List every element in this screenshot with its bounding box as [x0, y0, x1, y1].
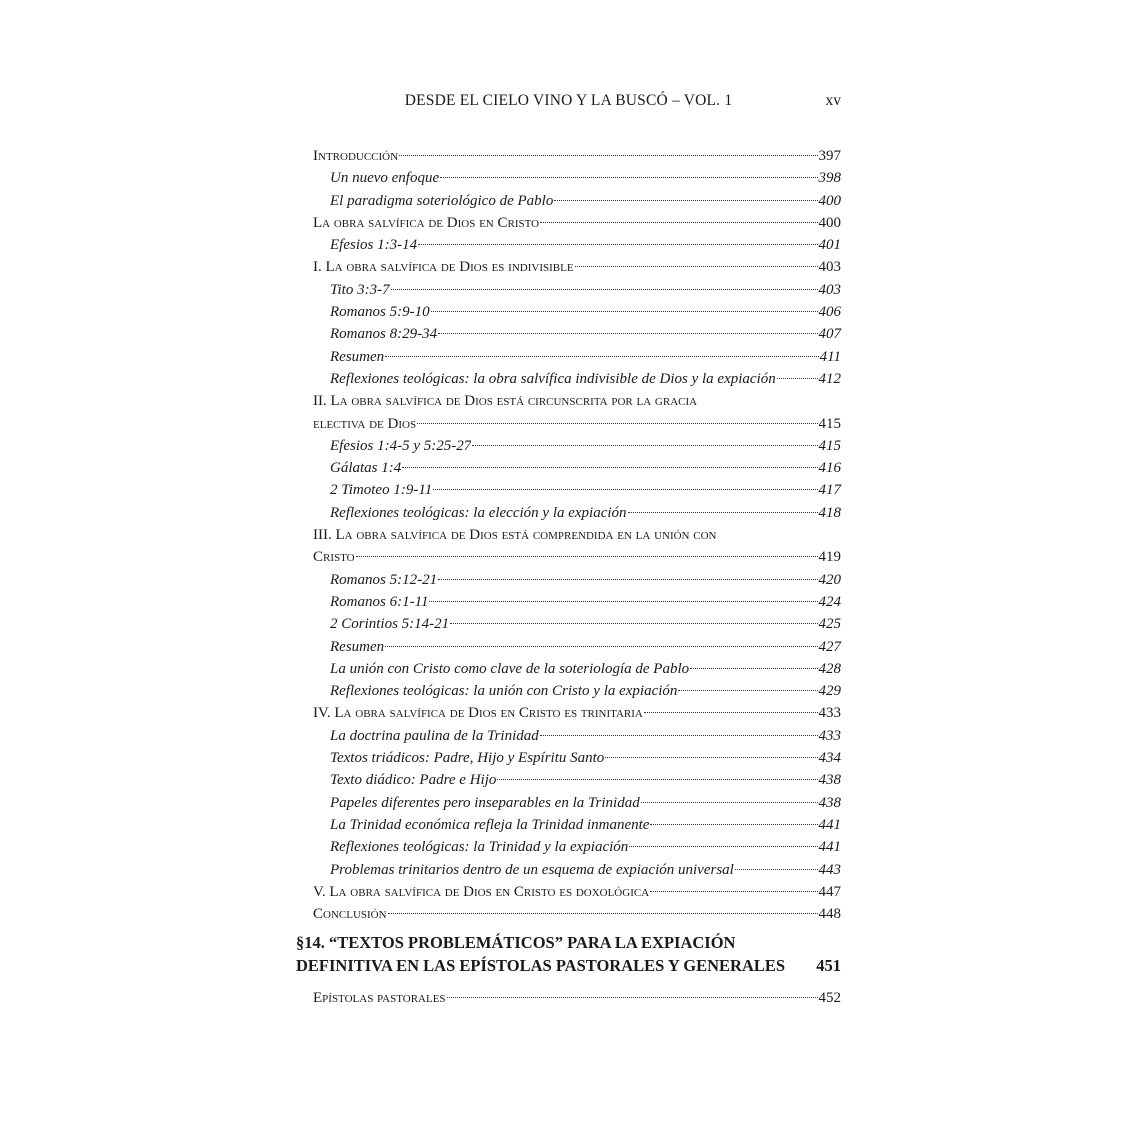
toc-entry-page: 438	[818, 794, 841, 811]
dot-leader	[641, 802, 818, 803]
toc-entry-label: La obra salvífica de Dios en Cristo	[313, 214, 540, 231]
toc-entry-page: 443	[818, 861, 841, 878]
toc-entry-label: V. La obra salvífica de Dios en Cristo es doxológica	[313, 883, 650, 900]
dot-leader	[417, 423, 817, 424]
toc-entry-page: 415	[818, 437, 841, 454]
table-of-contents-continued	[313, 987, 841, 1009]
dot-leader	[402, 467, 817, 468]
toc-entry-page: 398	[818, 170, 841, 187]
dot-leader	[399, 155, 817, 156]
toc-entry	[313, 987, 841, 1009]
toc-entry-label: Reflexiones teológicas: la unión con Cristo y la expiación	[330, 683, 678, 700]
toc-subentry	[313, 323, 841, 345]
dot-leader	[418, 244, 817, 245]
toc-entry-page: 448	[818, 906, 841, 923]
toc-entry-page: 397	[818, 148, 841, 164]
toc-subentry	[313, 658, 841, 680]
dot-leader	[447, 997, 818, 998]
toc-entry-label: Reflexiones teológicas: la obra salvífica indivisible de Dios y la expiación	[330, 370, 776, 387]
dot-leader	[385, 646, 817, 647]
toc-entry-label: Textos triádicos: Padre, Hijo y Espíritu Santo	[330, 750, 605, 767]
dot-leader	[650, 824, 817, 825]
dot-leader	[629, 846, 817, 847]
running-head	[296, 90, 841, 116]
table-of-contents	[313, 145, 841, 925]
dot-leader	[438, 333, 817, 334]
toc-subentry	[313, 613, 841, 635]
dot-leader	[356, 556, 818, 557]
dot-leader	[440, 177, 817, 178]
toc-entry-label: Cristo	[313, 549, 355, 566]
toc-entry-label: El paradigma soteriológico de Pablo	[330, 192, 554, 209]
toc-entry-page: 403	[818, 259, 841, 276]
dot-leader	[650, 891, 817, 892]
toc-subentry	[313, 569, 841, 591]
toc-entry-label: electiva de Dios	[313, 415, 417, 432]
toc-entry-label: Romanos 5:12-21	[330, 571, 438, 588]
toc-entry-page: 433	[818, 705, 841, 722]
toc-entry-label: 2 Timoteo 1:9-11	[330, 482, 433, 499]
toc-subentry	[313, 502, 841, 524]
toc-entry	[313, 903, 841, 925]
toc-entry-page: 400	[818, 192, 841, 209]
toc-entry-page: 438	[818, 772, 841, 789]
toc-entry-page: 441	[818, 839, 841, 856]
toc-subentry	[313, 346, 841, 368]
toc-subentry	[313, 479, 841, 501]
toc-entry-page: 428	[818, 660, 841, 677]
dot-leader	[554, 200, 817, 201]
toc-entry-label: Un nuevo enfoque	[330, 170, 440, 187]
toc-entry-page: 447	[818, 883, 841, 900]
page-number: xv	[825, 92, 841, 109]
dot-leader	[433, 489, 817, 490]
dot-leader	[540, 735, 818, 736]
toc-entry-page: 403	[818, 281, 841, 298]
dot-leader	[690, 668, 817, 669]
toc-subentry	[313, 725, 841, 747]
toc-subentry	[313, 747, 841, 769]
toc-entry-label: II. La obra salvífica de Dios está circunscrita por la gracia	[313, 393, 698, 410]
toc-entry-label: Reflexiones teológicas: la Trinidad y la expiación	[330, 839, 629, 856]
dot-leader	[431, 311, 818, 312]
section-title-line-2-row	[296, 954, 841, 977]
toc-subentry	[313, 859, 841, 881]
dot-leader	[678, 690, 817, 691]
toc-subentry	[313, 636, 841, 658]
toc-entry-page: 433	[818, 727, 841, 744]
toc-entry-page: 425	[818, 616, 841, 633]
toc-subentry	[313, 167, 841, 189]
toc-entry-page: 416	[818, 460, 841, 477]
toc-entry-label: Romanos 8:29-34	[330, 326, 438, 343]
dot-leader	[605, 757, 817, 758]
dot-leader	[777, 378, 818, 379]
section-page: 451	[816, 956, 841, 975]
toc-entry-page: 407	[818, 326, 841, 343]
toc-subentry	[313, 368, 841, 390]
dot-leader	[429, 601, 817, 602]
toc-entry-label: Romanos 5:9-10	[330, 304, 430, 321]
toc-entry-label: Resumen	[330, 638, 385, 655]
toc-entry-page: 420	[818, 571, 841, 588]
dot-leader	[388, 913, 818, 914]
dot-leader	[385, 356, 818, 357]
book-title: DESDE EL CIELO VINO Y LA BUSCÓ – VOL. 1	[404, 92, 733, 109]
toc-entry-label: Conclusión	[313, 906, 387, 923]
toc-subentry	[313, 792, 841, 814]
toc-entry-label: Romanos 6:1-11	[330, 593, 429, 610]
toc-entry-label: La doctrina paulina de la Trinidad	[330, 727, 539, 744]
toc-entry-page: 441	[818, 816, 841, 833]
toc-entry-page: 419	[818, 549, 841, 566]
toc-entry-page: 429	[818, 683, 841, 700]
toc-entry	[313, 546, 841, 568]
toc-entry-label: Efesios 1:3-14	[330, 237, 418, 254]
toc-entry-page: 424	[818, 593, 841, 610]
toc-entry-page: 401	[818, 237, 841, 254]
toc-entry-label: Resumen	[330, 348, 385, 365]
dot-leader	[438, 579, 817, 580]
toc-subentry	[313, 457, 841, 479]
toc-subentry	[313, 814, 841, 836]
toc-entry-label: Gálatas 1:4	[330, 460, 402, 477]
toc-entry-label: La Trinidad económica refleja la Trinidad inmanente	[330, 816, 650, 833]
toc-entry-label: Tito 3:3-7	[330, 281, 390, 298]
toc-subentry	[313, 301, 841, 323]
toc-entry-page: 406	[818, 304, 841, 321]
toc-subentry	[313, 836, 841, 858]
toc-entry-page: 412	[818, 370, 841, 387]
toc-entry-label: Introducción	[313, 148, 399, 164]
toc-entry-label: Papeles diferentes pero inseparables en la Trinidad	[330, 794, 640, 811]
toc-entry	[313, 145, 841, 167]
toc-entry-page: 411	[819, 348, 841, 365]
toc-subentry	[313, 234, 841, 256]
section-title-line-2: DEFINITIVA EN LAS EPÍSTOLAS PASTORALES Y GENERALES	[296, 956, 786, 975]
toc-entry-label: Efesios 1:4-5 y 5:25-27	[330, 437, 472, 454]
dot-leader	[628, 512, 818, 513]
section-heading	[296, 931, 841, 977]
toc-entry-page: 434	[818, 750, 841, 767]
toc-entry-label: 2 Corintios 5:14-21	[330, 616, 450, 633]
dot-leader	[391, 289, 818, 290]
dot-leader	[575, 266, 818, 267]
toc-entry-label: Epístolas pastorales	[313, 990, 446, 1006]
toc-entry-page: 418	[818, 504, 841, 521]
toc-entry-label: III. La obra salvífica de Dios está comprendida en la unión con	[313, 527, 717, 544]
toc-subentry	[313, 680, 841, 702]
toc-entry-label: IV. La obra salvífica de Dios en Cristo es trinitaria	[313, 705, 643, 722]
toc-entry-page: 452	[818, 990, 841, 1006]
section-title-line-1: §14. “TEXTOS PROBLEMÁTICOS” PARA LA EXPIACIÓN	[296, 933, 736, 952]
toc-entry-page: 415	[818, 415, 841, 432]
toc-entry	[313, 702, 841, 724]
toc-subentry	[313, 769, 841, 791]
toc-subentry	[313, 435, 841, 457]
dot-leader	[735, 869, 818, 870]
dot-leader	[472, 445, 817, 446]
toc-entry-page: 427	[818, 638, 841, 655]
toc-subentry	[313, 190, 841, 212]
dot-leader	[497, 779, 817, 780]
dot-leader	[450, 623, 817, 624]
toc-entry-label: I. La obra salvífica de Dios es indivisible	[313, 259, 574, 276]
toc-entry	[313, 413, 841, 435]
toc-entry	[313, 212, 841, 234]
toc-subentry	[313, 279, 841, 301]
toc-entry-label: La unión con Cristo como clave de la soteriología de Pablo	[330, 660, 690, 677]
toc-entry-page: 400	[818, 214, 841, 231]
toc-entry-label: Problemas trinitarios dentro de un esquema de expiación universal	[330, 861, 734, 878]
toc-entry-label: Texto diádico: Padre e Hijo	[330, 772, 497, 789]
toc-entry-label: Reflexiones teológicas: la elección y la expiación	[330, 504, 627, 521]
toc-entry	[313, 256, 841, 278]
dot-leader	[540, 222, 817, 223]
toc-entry-page: 417	[818, 482, 841, 499]
dot-leader	[644, 712, 818, 713]
toc-subentry	[313, 591, 841, 613]
toc-entry	[313, 390, 841, 412]
toc-entry	[313, 524, 841, 546]
toc-entry	[313, 881, 841, 903]
